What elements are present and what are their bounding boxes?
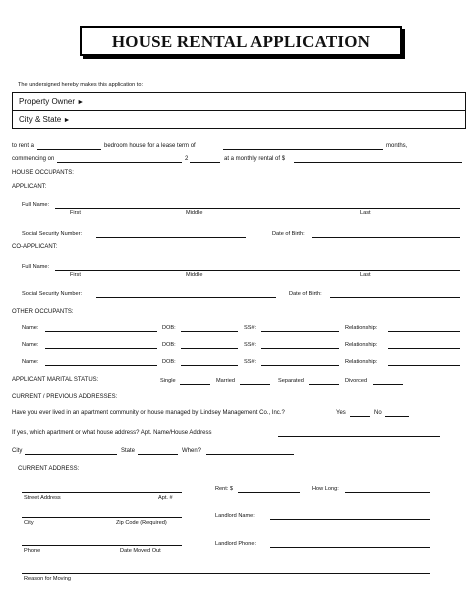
yes-field[interactable] <box>350 416 370 417</box>
page-title: HOUSE RENTAL APPLICATION <box>111 32 371 51</box>
property-owner-row[interactable] <box>13 93 465 110</box>
occupant-ss-label: SS#: <box>244 342 257 348</box>
occupant-1-name-field[interactable] <box>45 331 157 332</box>
occupant-dob-label: DOB: <box>162 325 176 331</box>
reason-for-moving-field[interactable] <box>22 573 430 574</box>
how-long-field[interactable] <box>345 492 430 493</box>
city-zip-field[interactable] <box>22 517 182 518</box>
lived-question: Have you ever lived in an apartment community or house managed by Lindsey Management Co., Inc.? <box>12 410 285 416</box>
co-applicant-ssn-label: Social Security Number: <box>22 291 82 297</box>
city-state-label: City & State ► <box>19 115 71 124</box>
how-long-label: How Long: <box>312 486 339 492</box>
commencing-label: commencing on <box>12 156 55 162</box>
occupant-2-ss-field[interactable] <box>261 348 339 349</box>
arrow-right-icon: ► <box>63 117 71 124</box>
previous-state-field[interactable] <box>138 454 178 455</box>
first-label: First <box>70 272 81 278</box>
occupant-relationship-label: Relationship: <box>345 359 378 365</box>
date-moved-out-label: Date Moved Out <box>120 548 161 554</box>
occupant-2-relationship-field[interactable] <box>388 348 460 349</box>
current-previous-heading: CURRENT / PREVIOUS ADDRESSES: <box>12 394 118 400</box>
street-address-label: Street Address <box>24 495 61 501</box>
year-field[interactable] <box>190 162 220 163</box>
owner-box <box>12 92 466 129</box>
occupant-ss-label: SS#: <box>244 325 257 331</box>
occupant-3-name-field[interactable] <box>45 365 157 366</box>
occupant-1-ss-field[interactable] <box>261 331 339 332</box>
last-label: Last <box>360 210 371 216</box>
married-field[interactable] <box>240 384 270 385</box>
marital-option-separated: Separated <box>278 378 304 384</box>
occupant-name-label: Name: <box>22 342 39 348</box>
phone-label: Phone <box>24 548 41 554</box>
no-field[interactable] <box>385 416 409 417</box>
when-label: When? <box>182 448 202 454</box>
title-box <box>80 26 402 56</box>
bedrooms-field[interactable] <box>37 149 101 150</box>
previous-city-field[interactable] <box>25 454 117 455</box>
landlord-phone-label: Landlord Phone: <box>215 541 257 547</box>
year-prefix: 2 <box>185 156 189 162</box>
co-applicant-ssn-field[interactable] <box>96 297 276 298</box>
zip-label: Zip Code (Required) <box>116 520 167 526</box>
commencing-date-field[interactable] <box>57 162 182 163</box>
occupant-relationship-label: Relationship: <box>345 342 378 348</box>
intro-text: The undersigned hereby makes this application to: <box>18 82 144 88</box>
current-city-label: City <box>24 520 34 526</box>
occupant-name-label: Name: <box>22 359 39 365</box>
occupant-dob-label: DOB: <box>162 342 176 348</box>
current-address-heading: CURRENT ADDRESS: <box>18 466 80 472</box>
monthly-rental-label: at a monthly rental of $ <box>224 156 286 162</box>
arrow-right-icon: ► <box>77 99 85 106</box>
marital-option-married: Married <box>216 378 235 384</box>
marital-option-single: Single <box>160 378 176 384</box>
occupant-name-label: Name: <box>22 325 39 331</box>
middle-label: Middle <box>186 210 203 216</box>
occupant-1-dob-field[interactable] <box>181 331 238 332</box>
applicant-dob-label: Date of Birth: <box>272 231 305 237</box>
landlord-name-label: Landlord Name: <box>215 513 255 519</box>
applicant-ssn-field[interactable] <box>96 237 246 238</box>
landlord-name-field[interactable] <box>270 519 430 520</box>
occupant-2-name-field[interactable] <box>45 348 157 349</box>
no-label: No <box>374 410 382 416</box>
middle-label: Middle <box>186 272 203 278</box>
marital-status-label: APPLICANT MARITAL STATUS: <box>12 377 99 383</box>
other-occupants-heading: OTHER OCCUPANTS: <box>12 309 74 315</box>
applicant-dob-field[interactable] <box>312 237 460 238</box>
phone-moved-field[interactable] <box>22 545 182 546</box>
reason-for-moving-label: Reason for Moving <box>24 576 71 582</box>
co-applicant-dob-label: Date of Birth: <box>289 291 322 297</box>
separated-field[interactable] <box>309 384 339 385</box>
co-applicant-full-name-label: Full Name: <box>22 264 50 270</box>
yes-label: Yes <box>336 410 346 416</box>
which-apartment-label: If yes, which apartment or what house address? Apt. Name/House Address <box>12 430 212 436</box>
marital-option-divorced: Divorced <box>345 378 368 384</box>
property-owner-label: Property Owner ► <box>19 97 85 106</box>
applicant-ssn-label: Social Security Number: <box>22 231 82 237</box>
first-label: First <box>70 210 81 216</box>
occupant-3-relationship-field[interactable] <box>388 365 460 366</box>
rent-label: Rent: $ <box>215 486 234 492</box>
occupant-2-dob-field[interactable] <box>181 348 238 349</box>
occupant-dob-label: DOB: <box>162 359 176 365</box>
previous-when-field[interactable] <box>206 454 294 455</box>
apartment-address-field[interactable] <box>278 436 440 437</box>
house-occupants-heading: HOUSE OCCUPANTS: <box>12 170 74 176</box>
occupant-3-ss-field[interactable] <box>261 365 339 366</box>
city-label: City <box>12 448 23 454</box>
co-applicant-heading: CO-APPLICANT: <box>12 244 58 250</box>
apt-label: Apt. # <box>158 495 173 501</box>
applicant-heading: APPLICANT: <box>12 184 47 190</box>
street-address-field[interactable] <box>22 492 182 493</box>
occupant-1-relationship-field[interactable] <box>388 331 460 332</box>
lease-term-field[interactable] <box>223 149 383 150</box>
occupant-relationship-label: Relationship: <box>345 325 378 331</box>
state-label: State <box>121 448 136 454</box>
applicant-full-name-field[interactable] <box>55 208 460 209</box>
co-applicant-dob-field[interactable] <box>330 297 460 298</box>
rent-label-c: months, <box>386 143 408 149</box>
divorced-field[interactable] <box>373 384 403 385</box>
monthly-rental-field[interactable] <box>294 162 462 163</box>
occupant-3-dob-field[interactable] <box>181 365 238 366</box>
rent-label-b: bedroom house for a lease term of <box>104 143 196 149</box>
rent-field[interactable] <box>238 492 300 493</box>
co-applicant-full-name-field[interactable] <box>55 270 460 271</box>
landlord-phone-field[interactable] <box>270 547 430 548</box>
city-state-row[interactable] <box>13 110 465 128</box>
occupant-ss-label: SS#: <box>244 359 257 365</box>
applicant-full-name-label: Full Name: <box>22 202 50 208</box>
last-label: Last <box>360 272 371 278</box>
rent-label-a: to rent a <box>12 143 35 149</box>
single-field[interactable] <box>180 384 210 385</box>
